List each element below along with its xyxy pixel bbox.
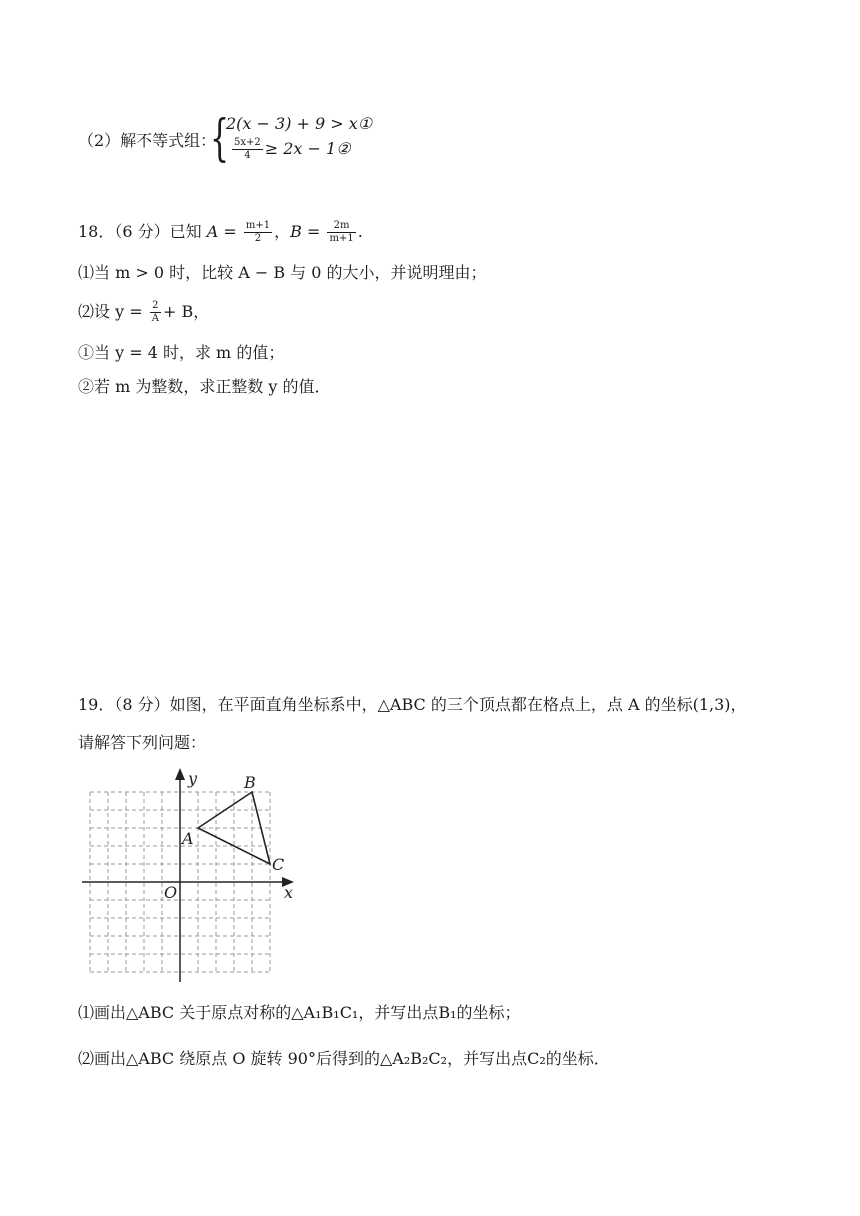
- inequality-2: $\frac{5x+2}{4}$ ≥ 2x − 1②: [234, 137, 351, 161]
- q18-header: 18．（6 分）已知 A = $\frac{m+1}{2}$ ，B = $\frac{2m}{m+1}$ .: [78, 220, 363, 244]
- q18-part2: ⑵设 y = $\frac{2}{A}$ + B，: [78, 300, 210, 324]
- label-a: A: [182, 829, 194, 848]
- label-y-axis: y: [188, 769, 198, 788]
- label-x-axis: x: [284, 883, 294, 902]
- q18-part2a: ①当 y = 4 时，求 m 的值；: [78, 343, 285, 362]
- y-axis-arrow: [175, 768, 185, 780]
- system-brace: {: [210, 109, 230, 167]
- q18-part2b: ②若 m 为整数，求正整数 y 的值．: [78, 377, 331, 396]
- axes: [82, 768, 294, 982]
- label-c: C: [272, 855, 285, 874]
- label-b: B: [244, 773, 256, 792]
- q19-part1: ⑴画出△ABC 关于原点对称的△A₁B₁C₁，并写出点B₁的坐标；: [78, 1003, 521, 1022]
- q19-header2: 请解答下列问题：: [78, 733, 207, 752]
- q17-part2-label: （2）解不等式组：: [78, 131, 217, 150]
- q19-part2: ⑵画出△ABC 绕原点 O 旋转 90°后得到的△A₂B₂C₂，并写出点C₂的坐标．: [78, 1049, 610, 1068]
- q18-part1: ⑴当 m > 0 时，比较 A − B 与 0 的大小，并说明理由；: [78, 263, 487, 282]
- coordinate-grid-figure: [78, 766, 308, 986]
- inequality-1: 2(x − 3) + 9 > x①: [226, 114, 373, 133]
- ineq2-fraction: $\frac{5x+2}{4}$: [234, 137, 261, 161]
- q19-header: 19．（8 分）如图，在平面直角坐标系中，△ABC 的三个顶点都在格点上，点 A 的坐标(1,3)，: [78, 695, 747, 714]
- label-origin: O: [164, 883, 178, 902]
